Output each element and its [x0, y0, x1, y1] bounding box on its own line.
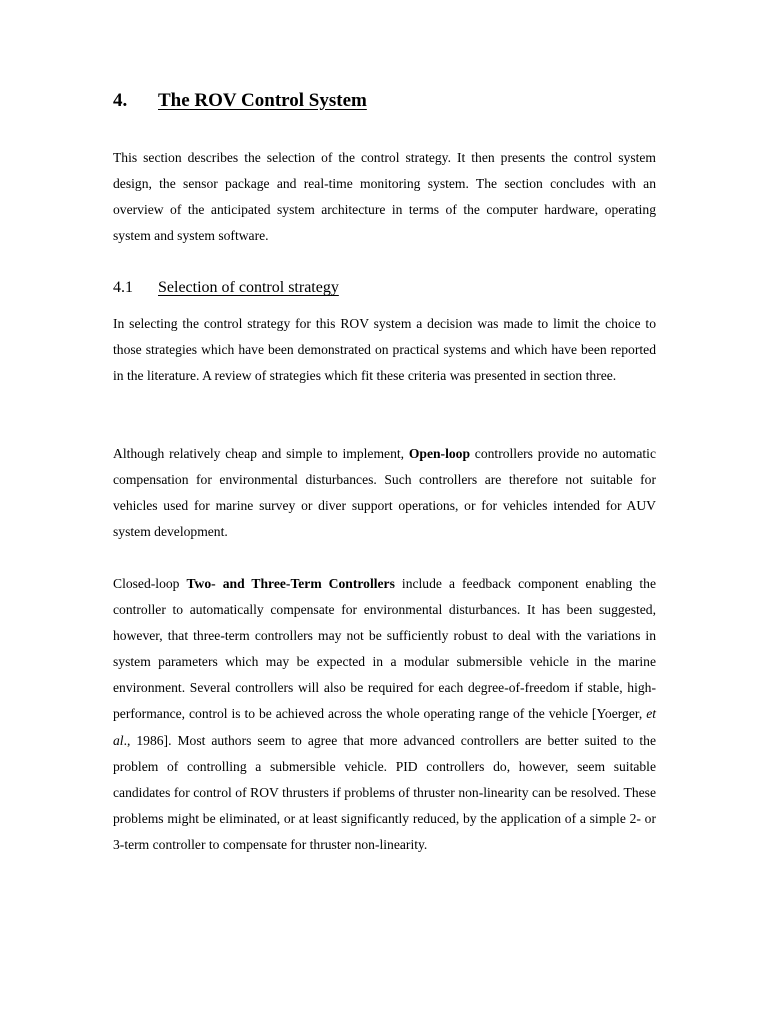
open-loop-paragraph — [113, 441, 656, 545]
section-number: 4. — [113, 90, 128, 111]
open-loop-body: controllers provide no automatic compensation for environmental disturbances. Such controllers are therefore not suitable for vehicles used for marine survey or diver support operations, or for vehicles intended for AUV system development. — [113, 446, 656, 540]
closed-loop-lead: Closed-loop — [113, 576, 180, 591]
section-title-text: The ROV Control System — [158, 90, 367, 111]
citation-et-al: et al — [113, 706, 656, 748]
strategy-paragraph: In selecting the control strategy for this ROV system a decision was made to limit the choice to those strategies which have been demonstrated on practical systems and which have been reported in the literature. A review of strategies which fit these criteria was presented in section three. — [113, 316, 656, 384]
section-heading — [113, 88, 367, 114]
closed-loop-paragraph — [113, 571, 656, 858]
subsection-number: 4.1 — [113, 279, 133, 296]
open-loop-term: Open-loop — [408, 446, 471, 461]
intro-paragraph: This section describes the selection of the control strategy. It then presents the control system design, the sensor package and real-time monitoring system. The section concludes with an overview of the anticipated system architecture in terms of the computer hardware, operating system and system software. — [113, 150, 656, 244]
closed-loop-body-1: include a feedback component enabling the controller to automatically compensate for environmental disturbances. It has been suggested, however, that three-term controllers may not be sufficiently robust to deal with the variations in system parameters which may be expected in a modular submersible vehicle in the marine environment. Several controllers will also be required for each degree-of-freedom if stable, high-performance, control is to be achieved across the whole operating range of the vehicle [Yoerger, — [113, 576, 656, 722]
open-loop-lead: Although relatively cheap and simple to implement, — [113, 446, 405, 461]
subsection-title-text: Selection of control strategy — [158, 279, 339, 296]
closed-loop-body-2: ., 1986]. Most authors seem to agree that more advanced controllers are better suited to the problem of controlling a submersible vehicle. PID controllers do, however, seem suitable candidates for control of ROV thrusters if problems of thruster non-linearity can be resolved. These problems might be eliminated, or at least significantly reduced, by the application of a simple 2- or 3-term controller to compensate for thruster non-linearity. — [113, 732, 656, 852]
closed-loop-term: Two- and Three-Term Controllers — [186, 576, 395, 591]
subsection-heading — [113, 277, 339, 299]
